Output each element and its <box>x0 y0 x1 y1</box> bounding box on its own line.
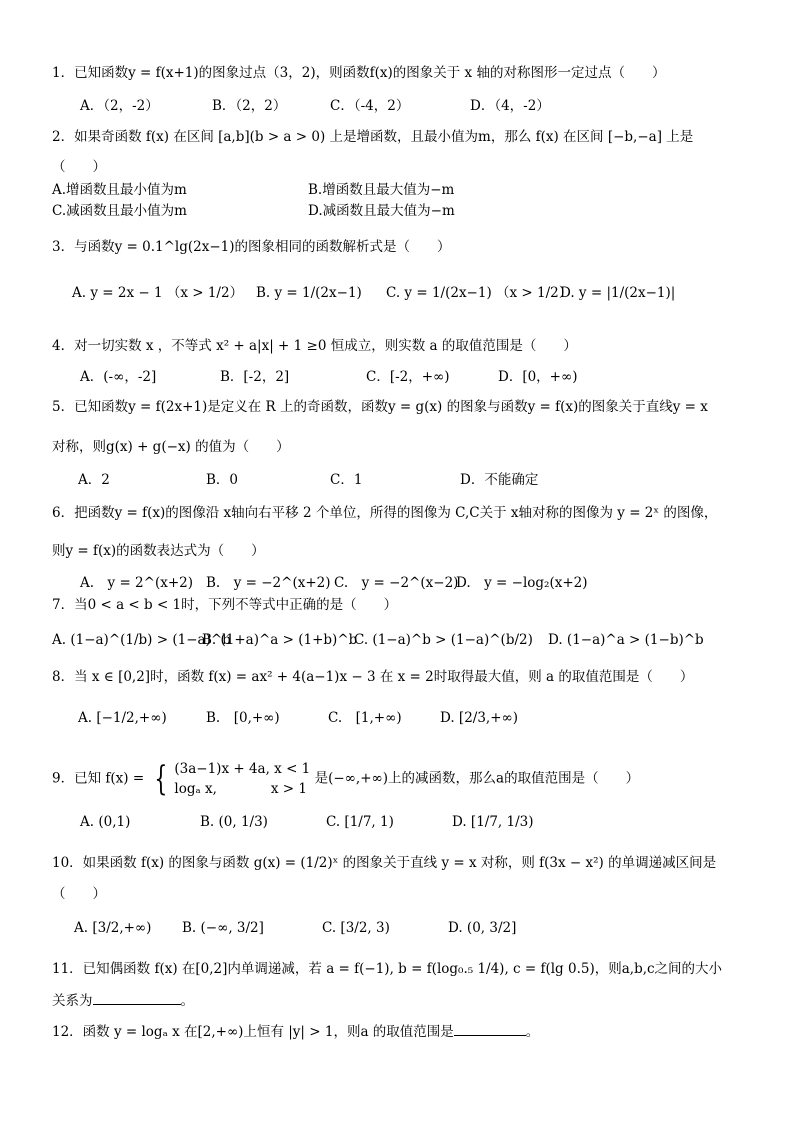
q1-option-a: A．（2，-2） <box>80 98 159 114</box>
q11-stem-cont-text: 关系为 <box>52 993 93 1009</box>
q10-option-a: A. [3/2,+∞) <box>74 920 152 936</box>
q5-option-c: C．1 <box>330 472 363 488</box>
q5-option-b: B．0 <box>206 472 239 488</box>
question-5-stem: 5．已知函数y = f(2x+1)是定义在 R 上的奇函数，函数y = g(x) 的图象与函数y = f(x)的图象关于直线y = x <box>52 399 708 415</box>
q3-option-b: B. y = 1/(2x−1) <box>256 285 362 301</box>
q2-option-a: A.增函数且最小值为m <box>52 182 187 198</box>
question-6-options <box>0 573 754 595</box>
q7-option-c: C. (1−a)^b > (1−a)^(b/2) <box>354 632 533 648</box>
q4-option-b: B．[-2，2] <box>220 369 290 385</box>
q2-option-d: D.减函数且最大值为−m <box>308 203 455 219</box>
q10-option-d: D. (0, 3/2] <box>448 920 517 936</box>
q9-stem-post: 是(−∞,+∞)上的减函数，那么a的取值范围是（ ） <box>314 770 640 787</box>
q9-option-b: B. (0, 1/3) <box>200 814 268 830</box>
q7-option-a: A. (1−a)^(1/b) > (1−a)^b <box>52 632 231 648</box>
q3-option-a: A. y = 2x − 1 （x > 1/2） <box>72 285 244 301</box>
q4-option-a: A．(-∞，-2] <box>80 369 157 385</box>
question-1-options <box>0 96 754 118</box>
question-10-stem-cont: （ ） <box>52 886 106 902</box>
q5-option-a: A．2 <box>78 472 110 488</box>
question-2-options-row2 <box>0 201 754 223</box>
question-2-stem: 2．如果奇函数 f(x) 在区间 [a,b](b > a > 0) 上是增函数，且最小值为m，那么 f(x) 在区间 [−b,−a] 上是 <box>52 129 694 145</box>
q6-option-b: B. y = −2^(x+2) <box>206 575 331 591</box>
q9-case-2: logₐ x, x > 1 <box>174 781 307 797</box>
question-3-stem: 3．与函数y = 0.1^lg(2x−1)的图象相同的函数解析式是（ ） <box>52 239 451 255</box>
q12-answer-blank[interactable] <box>454 1021 526 1036</box>
q8-option-c: C. [1,+∞) <box>328 710 402 726</box>
question-10-stem: 10．如果函数 f(x) 的图象与函数 g(x) = (1/2)ˣ 的图象关于直线 y = x 对称，则 f(3x − x²) 的单调递减区间是 <box>52 855 717 871</box>
q1-option-b: B．（2，2） <box>212 98 287 114</box>
q11-answer-blank[interactable] <box>93 990 181 1005</box>
q8-option-d: D. [2/3,+∞) <box>440 710 519 726</box>
q10-option-c: C. [3/2, 3) <box>322 920 390 936</box>
q6-option-d: D. y = −log₂(x+2) <box>456 575 588 591</box>
q9-option-a: A. (0,1) <box>80 814 131 830</box>
question-2-stem-cont: （ ） <box>52 159 106 175</box>
question-7-options <box>0 630 754 652</box>
question-5-stem-cont: 对称，则g(x) + g(−x) 的值为（ ） <box>52 439 290 455</box>
q6-option-c: C. y = −2^(x−2) <box>334 575 459 591</box>
q4-option-c: C．[-2，+∞) <box>366 369 450 385</box>
q9-case-1: (3a−1)x + 4a, x < 1 <box>174 761 311 777</box>
q4-option-d: D．[0，+∞) <box>498 369 578 385</box>
question-6-stem: 6．把函数y = f(x)的图像沿 x轴向右平移 2 个单位，所得的图像为 C,C关于 x轴对称的图像为 y = 2ˣ 的图像， <box>52 505 718 521</box>
q5-option-d: D．不能确定 <box>460 472 539 488</box>
q9-option-d: D. [1/7, 1/3) <box>452 814 534 830</box>
question-11-stem: 11．已知偶函数 f(x) 在[0,2]内单调递减，若 a = f(−1), b = f(log₀.₅ 1/4), c = f(lg 0.5)，则a,b,c之间的大小 <box>52 961 723 977</box>
question-8-stem: 8．当 x ∈ [0,2]时，函数 f(x) = ax² + 4(a−1)x − 3 在 x = 2时取得最大值，则 a 的取值范围是（ ） <box>52 669 694 685</box>
q1-option-c: C．（-4，2） <box>330 98 410 114</box>
question-2-options-row1 <box>0 180 754 202</box>
q9-option-c: C. [1/7, 1) <box>326 814 394 830</box>
q6-option-a: A. y = 2^(x+2) <box>80 575 194 591</box>
question-10-options <box>0 918 754 940</box>
q12-stem-end: 。 <box>525 1024 540 1040</box>
question-1-stem: 1．已知函数y = f(x+1)的图象过点（3，2)，则函数f(x)的图象关于 x 轴的对称图形一定过点（ ） <box>52 65 666 81</box>
question-8-options <box>0 708 754 730</box>
q9-piecewise-brace: { <box>154 759 168 799</box>
question-9-stem <box>52 759 754 799</box>
q8-option-b: B. [0,+∞) <box>206 710 280 726</box>
q3-option-d: D. y = |1/(2x−1)| <box>560 285 676 301</box>
question-12-stem <box>52 1021 754 1042</box>
q7-option-d: D. (1−a)^a > (1−b)^b <box>548 632 704 648</box>
question-4-stem: 4．对一切实数 x ，不等式 x² + a|x| + 1 ≥0 恒成立，则实数 a 的取值范围是（ ） <box>52 338 577 354</box>
q1-option-d: D．（4，-2） <box>470 98 550 114</box>
question-5-options <box>0 470 754 492</box>
question-11-stem-cont <box>52 990 754 1011</box>
q8-option-a: A. [−1/2,+∞) <box>78 710 167 726</box>
q2-option-c: C.减函数且最小值为m <box>52 203 187 219</box>
q11-stem-end: 。 <box>180 993 194 1009</box>
question-3-options <box>0 283 754 305</box>
q3-option-c: C. y = 1/(2x−1) （x > 1/2） <box>386 285 573 301</box>
q9-piecewise-cases <box>174 759 310 799</box>
question-4-options <box>0 367 754 389</box>
q9-stem-pre: 9．已知 f(x) = <box>52 770 145 787</box>
question-6-stem-cont: 则y = f(x)的函数表达式为（ ） <box>52 543 265 559</box>
q2-option-b: B.增函数且最大值为−m <box>308 182 455 198</box>
q7-option-b: B. (1+a)^a > (1+b)^b <box>202 632 358 648</box>
q10-option-b: B. (−∞, 3/2] <box>182 920 264 936</box>
question-7-stem: 7．当0 < a < b < 1时，下列不等式中正确的是（ ） <box>52 597 398 613</box>
q12-stem-text: 12．函数 y = logₐ x 在[2,+∞)上恒有 |y| > 1，则a 的取值范围是 <box>52 1024 454 1040</box>
question-9-options <box>0 812 754 834</box>
